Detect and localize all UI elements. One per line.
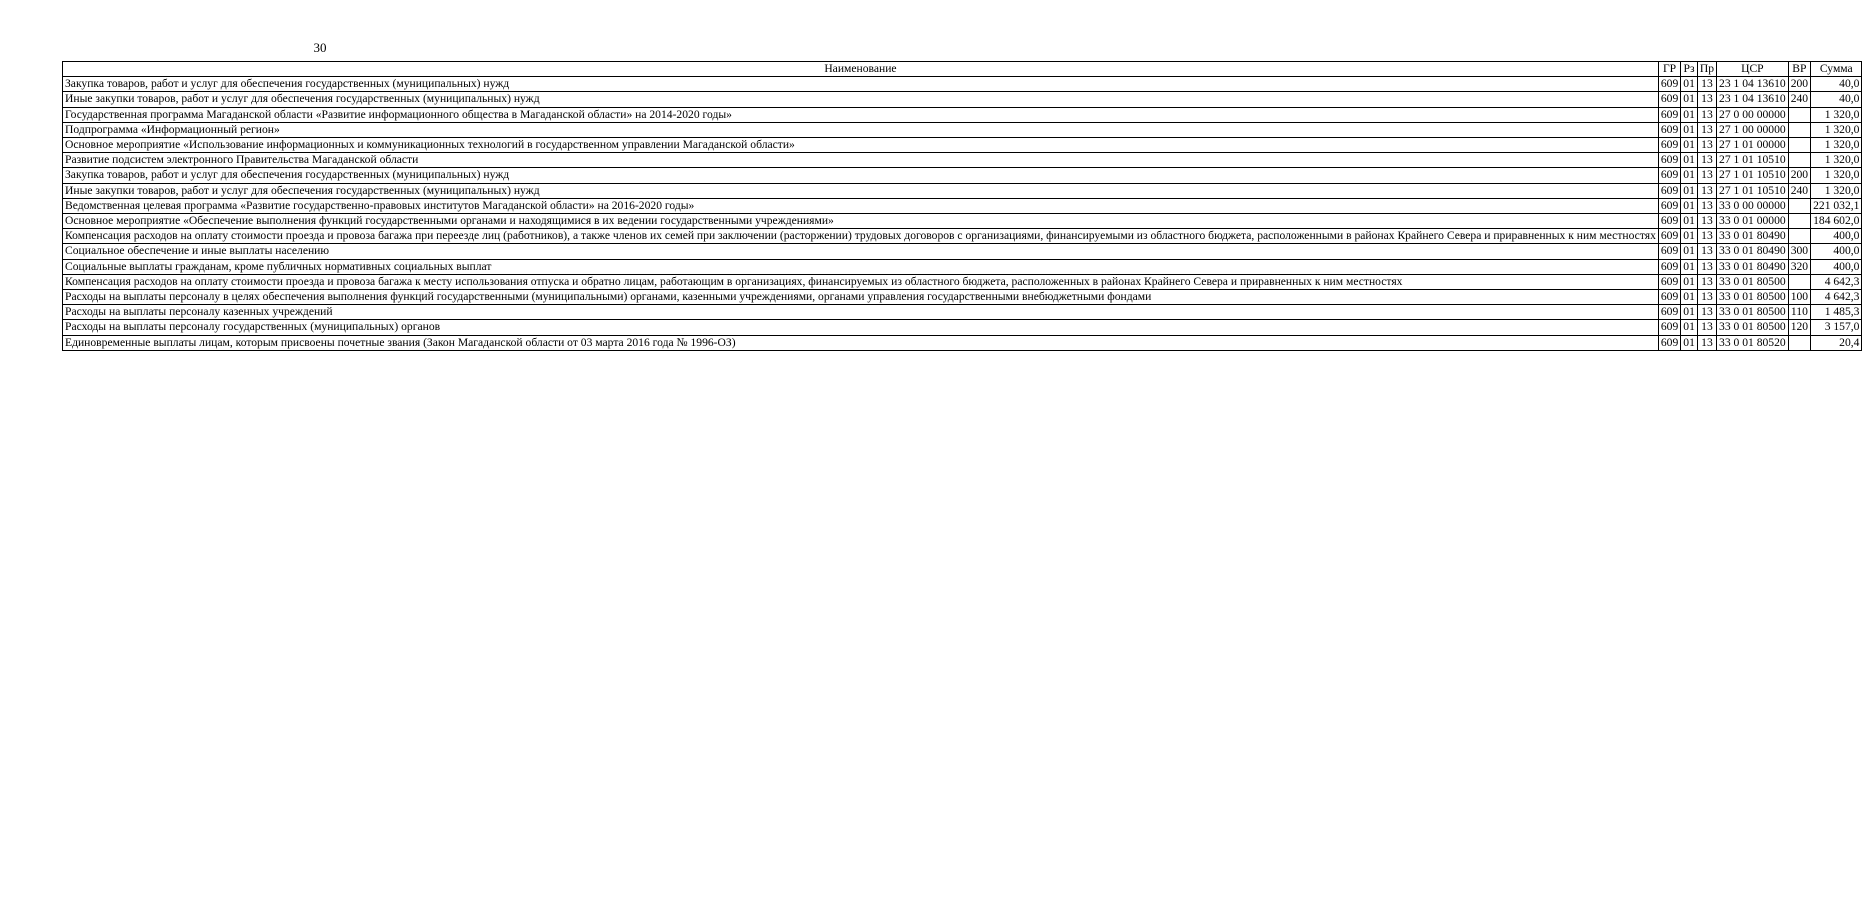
row-rz-cell: 01 — [1681, 259, 1698, 274]
table-row — [63, 122, 1862, 137]
row-pr-cell: 13 — [1697, 183, 1716, 198]
row-csr-cell: 33 0 01 80520 — [1717, 335, 1789, 350]
table-row — [63, 214, 1862, 229]
header-vr: ВР — [1788, 62, 1810, 77]
row-sum-cell: 184 602,0 — [1811, 214, 1862, 229]
row-csr-cell: 33 0 00 00000 — [1717, 198, 1789, 213]
row-csr-cell: 27 1 01 10510 — [1717, 183, 1789, 198]
row-rz-cell: 01 — [1681, 107, 1698, 122]
row-vr-cell: 200 — [1788, 77, 1810, 92]
row-csr-cell: 33 0 01 80490 — [1717, 229, 1789, 244]
row-name-cell: Компенсация расходов на оплату стоимости проезда и провоза багажа при переезде лиц (работников), а также членов их семей при заключении (расторжении) трудовых договоров с организациями, финансируемыми из областного бюджета, расположенными в районах Крайнего Севера и приравненных к ним местностях — [63, 229, 1659, 244]
row-vr-cell — [1788, 153, 1810, 168]
row-rz-cell: 01 — [1681, 92, 1698, 107]
row-rz-cell: 01 — [1681, 122, 1698, 137]
table-row — [63, 198, 1862, 213]
row-csr-cell: 27 1 01 00000 — [1717, 138, 1789, 153]
row-gr-cell: 609 — [1658, 107, 1680, 122]
row-gr-cell: 609 — [1658, 335, 1680, 350]
page-number: 30 — [313, 40, 327, 55]
table-row — [63, 290, 1862, 305]
row-pr-cell: 13 — [1697, 305, 1716, 320]
row-gr-cell: 609 — [1658, 305, 1680, 320]
row-gr-cell: 609 — [1658, 77, 1680, 92]
row-gr-cell: 609 — [1658, 214, 1680, 229]
row-gr-cell: 609 — [1658, 244, 1680, 259]
row-gr-cell: 609 — [1658, 229, 1680, 244]
table-row — [63, 153, 1862, 168]
row-vr-cell — [1788, 107, 1810, 122]
row-sum-cell: 400,0 — [1811, 229, 1862, 244]
row-pr-cell: 13 — [1697, 320, 1716, 335]
row-sum-cell: 1 320,0 — [1811, 153, 1862, 168]
row-vr-cell: 300 — [1788, 244, 1810, 259]
row-csr-cell: 23 1 04 13610 — [1717, 92, 1789, 107]
row-vr-cell: 200 — [1788, 168, 1810, 183]
table-row — [63, 92, 1862, 107]
row-pr-cell: 13 — [1697, 259, 1716, 274]
row-name-cell: Социальное обеспечение и иные выплаты населению — [63, 244, 1659, 259]
row-gr-cell: 609 — [1658, 183, 1680, 198]
header-gr: ГР — [1658, 62, 1680, 77]
row-rz-cell: 01 — [1681, 274, 1698, 289]
row-sum-cell: 40,0 — [1811, 92, 1862, 107]
row-vr-cell: 320 — [1788, 259, 1810, 274]
row-name-cell: Компенсация расходов на оплату стоимости проезда и провоза багажа к месту использования отпуска и обратно лицам, работающим в организациях, финансируемых из областного бюджета, расположенных в районах Крайнего Севера и приравненных к ним местностях — [63, 274, 1659, 289]
header-rz: Рз — [1681, 62, 1698, 77]
table-row — [63, 168, 1862, 183]
row-csr-cell: 33 0 01 00000 — [1717, 214, 1789, 229]
row-sum-cell: 221 032,1 — [1811, 198, 1862, 213]
table-row — [63, 320, 1862, 335]
table-row — [63, 138, 1862, 153]
row-gr-cell: 609 — [1658, 290, 1680, 305]
header-sum: Сумма — [1811, 62, 1862, 77]
row-gr-cell: 609 — [1658, 259, 1680, 274]
row-sum-cell: 3 157,0 — [1811, 320, 1862, 335]
row-sum-cell: 400,0 — [1811, 244, 1862, 259]
row-name-cell: Расходы на выплаты персоналу государственных (муниципальных) органов — [63, 320, 1659, 335]
row-pr-cell: 13 — [1697, 92, 1716, 107]
row-sum-cell: 1 320,0 — [1811, 122, 1862, 137]
row-pr-cell: 13 — [1697, 138, 1716, 153]
row-csr-cell: 27 1 00 00000 — [1717, 122, 1789, 137]
row-gr-cell: 609 — [1658, 320, 1680, 335]
row-gr-cell: 609 — [1658, 168, 1680, 183]
header-pr: Пр — [1697, 62, 1716, 77]
row-rz-cell: 01 — [1681, 320, 1698, 335]
row-name-cell: Развитие подсистем электронного Правительства Магаданской области — [63, 153, 1659, 168]
row-vr-cell — [1788, 214, 1810, 229]
row-rz-cell: 01 — [1681, 153, 1698, 168]
table-row — [63, 77, 1862, 92]
row-name-cell: Основное мероприятие «Обеспечение выполнения функций государственными органами и находящимися в их ведении государственными учреждениями» — [63, 214, 1659, 229]
row-pr-cell: 13 — [1697, 244, 1716, 259]
table-row — [63, 274, 1862, 289]
row-rz-cell: 01 — [1681, 214, 1698, 229]
budget-table — [62, 61, 1862, 351]
row-name-cell: Государственная программа Магаданской области «Развитие информационного общества в Магаданской области» на 2014-2020 годы» — [63, 107, 1659, 122]
row-sum-cell: 20,4 — [1811, 335, 1862, 350]
row-pr-cell: 13 — [1697, 168, 1716, 183]
row-rz-cell: 01 — [1681, 168, 1698, 183]
row-vr-cell — [1788, 274, 1810, 289]
row-vr-cell: 240 — [1788, 92, 1810, 107]
row-csr-cell: 23 1 04 13610 — [1717, 77, 1789, 92]
row-sum-cell: 1 485,3 — [1811, 305, 1862, 320]
header-csr: ЦСР — [1717, 62, 1789, 77]
row-gr-cell: 609 — [1658, 274, 1680, 289]
row-gr-cell: 609 — [1658, 153, 1680, 168]
row-pr-cell: 13 — [1697, 198, 1716, 213]
row-name-cell: Подпрограмма «Информационный регион» — [63, 122, 1659, 137]
row-pr-cell: 13 — [1697, 77, 1716, 92]
row-name-cell: Основное мероприятие «Использование информационных и коммуникационных технологий в государственном управлении Магаданской области» — [63, 138, 1659, 153]
row-sum-cell: 1 320,0 — [1811, 168, 1862, 183]
row-gr-cell: 609 — [1658, 198, 1680, 213]
row-rz-cell: 01 — [1681, 290, 1698, 305]
row-vr-cell — [1788, 229, 1810, 244]
row-rz-cell: 01 — [1681, 244, 1698, 259]
header-name: Наименование — [63, 62, 1659, 77]
row-gr-cell: 609 — [1658, 92, 1680, 107]
row-sum-cell: 40,0 — [1811, 77, 1862, 92]
row-csr-cell: 33 0 01 80490 — [1717, 244, 1789, 259]
table-row — [63, 183, 1862, 198]
row-vr-cell — [1788, 335, 1810, 350]
row-csr-cell: 27 1 01 10510 — [1717, 168, 1789, 183]
row-pr-cell: 13 — [1697, 290, 1716, 305]
table-row — [63, 229, 1862, 244]
row-name-cell: Единовременные выплаты лицам, которым присвоены почетные звания (Закон Магаданской области от 03 марта 2016 года № 1996-ОЗ) — [63, 335, 1659, 350]
row-csr-cell: 33 0 01 80500 — [1717, 320, 1789, 335]
row-pr-cell: 13 — [1697, 274, 1716, 289]
row-name-cell: Иные закупки товаров, работ и услуг для обеспечения государственных (муниципальных) нужд — [63, 92, 1659, 107]
row-gr-cell: 609 — [1658, 138, 1680, 153]
row-csr-cell: 27 0 00 00000 — [1717, 107, 1789, 122]
table-row — [63, 107, 1862, 122]
table-row — [63, 259, 1862, 274]
row-gr-cell: 609 — [1658, 122, 1680, 137]
row-rz-cell: 01 — [1681, 229, 1698, 244]
row-csr-cell: 33 0 01 80500 — [1717, 305, 1789, 320]
row-pr-cell: 13 — [1697, 107, 1716, 122]
row-rz-cell: 01 — [1681, 138, 1698, 153]
row-csr-cell: 33 0 01 80490 — [1717, 259, 1789, 274]
row-vr-cell — [1788, 198, 1810, 213]
row-sum-cell: 1 320,0 — [1811, 183, 1862, 198]
row-rz-cell: 01 — [1681, 335, 1698, 350]
row-pr-cell: 13 — [1697, 335, 1716, 350]
row-csr-cell: 33 0 01 80500 — [1717, 290, 1789, 305]
table-row — [63, 244, 1862, 259]
table-header-row — [63, 62, 1862, 77]
table-row — [63, 335, 1862, 350]
row-rz-cell: 01 — [1681, 198, 1698, 213]
row-name-cell: Расходы на выплаты персоналу казенных учреждений — [63, 305, 1659, 320]
row-vr-cell: 100 — [1788, 290, 1810, 305]
row-sum-cell: 4 642,3 — [1811, 290, 1862, 305]
row-vr-cell: 110 — [1788, 305, 1810, 320]
row-pr-cell: 13 — [1697, 229, 1716, 244]
row-csr-cell: 33 0 01 80500 — [1717, 274, 1789, 289]
table-row — [63, 305, 1862, 320]
row-rz-cell: 01 — [1681, 183, 1698, 198]
row-vr-cell — [1788, 122, 1810, 137]
row-name-cell: Закупка товаров, работ и услуг для обеспечения государственных (муниципальных) нужд — [63, 168, 1659, 183]
row-pr-cell: 13 — [1697, 122, 1716, 137]
row-sum-cell: 4 642,3 — [1811, 274, 1862, 289]
row-name-cell: Ведомственная целевая программа «Развитие государственно-правовых институтов Магаданской области» на 2016-2020 годы» — [63, 198, 1659, 213]
row-sum-cell: 400,0 — [1811, 259, 1862, 274]
row-csr-cell: 27 1 01 10510 — [1717, 153, 1789, 168]
row-rz-cell: 01 — [1681, 305, 1698, 320]
row-sum-cell: 1 320,0 — [1811, 138, 1862, 153]
row-vr-cell: 120 — [1788, 320, 1810, 335]
row-name-cell: Закупка товаров, работ и услуг для обеспечения государственных (муниципальных) нужд — [63, 77, 1659, 92]
row-name-cell: Иные закупки товаров, работ и услуг для обеспечения государственных (муниципальных) нужд — [63, 183, 1659, 198]
row-pr-cell: 13 — [1697, 214, 1716, 229]
row-sum-cell: 1 320,0 — [1811, 107, 1862, 122]
row-name-cell: Социальные выплаты гражданам, кроме публичных нормативных социальных выплат — [63, 259, 1659, 274]
row-vr-cell: 240 — [1788, 183, 1810, 198]
row-vr-cell — [1788, 138, 1810, 153]
row-pr-cell: 13 — [1697, 153, 1716, 168]
row-name-cell: Расходы на выплаты персоналу в целях обеспечения выполнения функций государственными (муниципальными) органами, казенными учреждениями, органами управления государственными внебюджетными фондами — [63, 290, 1659, 305]
row-rz-cell: 01 — [1681, 77, 1698, 92]
